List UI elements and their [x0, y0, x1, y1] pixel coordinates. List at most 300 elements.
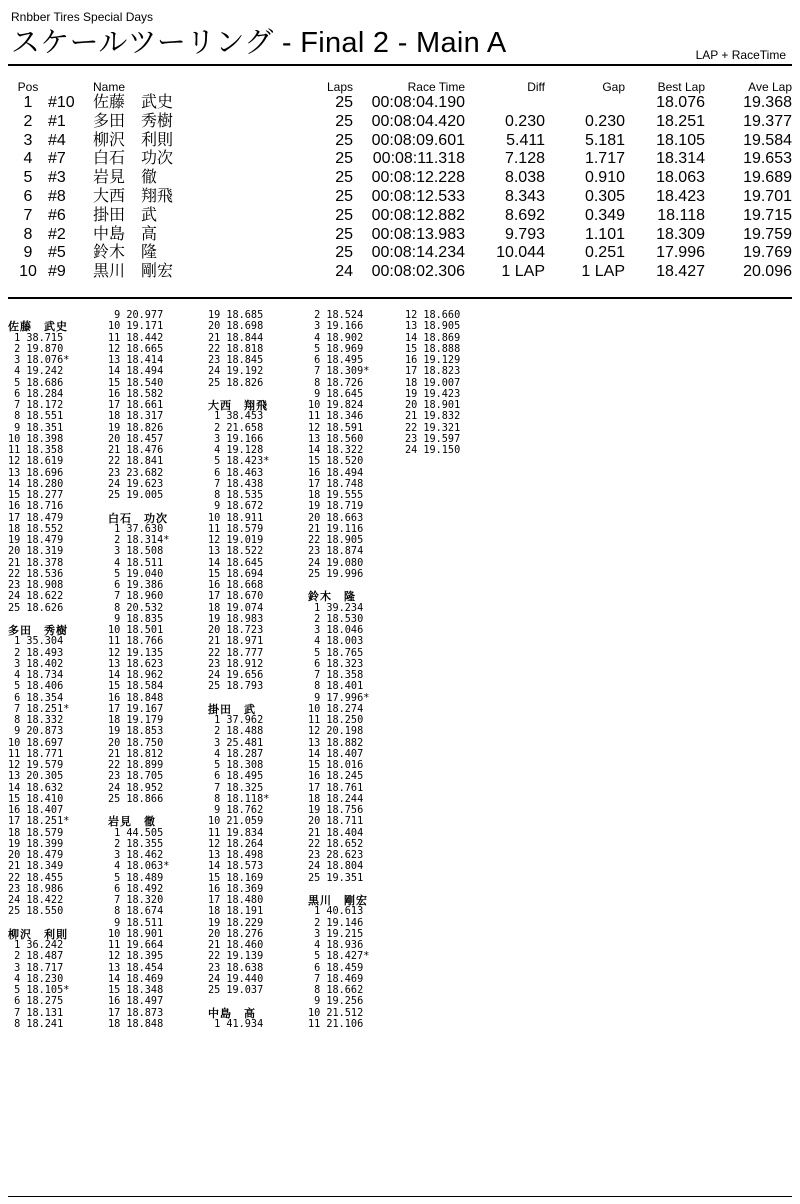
lap-time: 12 19.579 [8, 760, 64, 771]
result-best: 18.076 [656, 94, 705, 111]
lap-time: 17 18.823 [405, 366, 461, 378]
lap-time: 14 18.869 [405, 332, 461, 344]
lap-time: 12 18.395 [108, 951, 164, 963]
lap-time: 1 38.453 [208, 411, 264, 423]
result-car: #10 [48, 94, 75, 111]
lap-column [308, 310, 408, 1030]
lap-time: 1 38.715 [8, 332, 64, 344]
driver-name-heading: 岩見 徹 [108, 815, 156, 829]
lap-time: 15 18.277 [8, 490, 64, 501]
lap-time: 11 18.358 [8, 445, 64, 456]
result-ave: 19.584 [743, 131, 792, 149]
lap-time: 6 18.354 [8, 692, 64, 704]
lap-time: 20 18.479 [8, 850, 64, 861]
result-row [8, 188, 796, 207]
lap-time: 17 18.670 [208, 591, 264, 603]
result-diff: 10.044 [496, 244, 545, 262]
lap-time: 25 18.793 [208, 681, 264, 693]
result-best: 18.118 [657, 206, 705, 224]
driver-name-heading: 多田 秀樹 [8, 624, 68, 637]
lap-time: 20 18.711 [308, 816, 364, 828]
lap-time: 2 18.314* [108, 535, 170, 546]
lap-time: 10 21.512 [308, 1007, 364, 1019]
lap-time: 17 18.748 [308, 478, 364, 490]
lap-time: 15 18.016 [308, 760, 364, 771]
lap-time: 16 18.407 [8, 805, 64, 816]
lap-time: 4 18.287 [208, 748, 264, 760]
lap-time: 22 18.905 [308, 535, 364, 546]
lap-time: 21 18.460 [208, 940, 264, 951]
lap-time: 8 18.674 [108, 906, 164, 918]
lap-column [405, 310, 505, 456]
lap-time: 13 18.522 [208, 546, 264, 558]
lap-time: 25 18.550 [8, 906, 64, 918]
result-laps: 25 [335, 169, 353, 187]
lap-time: 3 19.166 [208, 433, 264, 445]
lap-time: 15 18.410 [8, 793, 64, 805]
lap-time: 8 18.401 [308, 681, 364, 693]
lap-time: 25 18.866 [108, 793, 164, 805]
lap-time: 8 18.662 [308, 985, 364, 996]
result-pos: 7 [23, 206, 33, 224]
lap-time: 4 18.734 [8, 670, 64, 681]
lap-time: 11 18.442 [108, 332, 164, 344]
lap-time: 18 19.074 [208, 602, 264, 614]
lap-time: 6 18.284 [8, 388, 64, 400]
result-laps: 24 [335, 263, 353, 281]
spacer [108, 501, 208, 512]
lap-time: 9 18.645 [308, 388, 364, 400]
result-gap: 0.910 [584, 169, 625, 187]
lap-time: 3 18.508 [108, 546, 164, 558]
result-car: #7 [48, 150, 66, 168]
lap-time: 8 18.118* [208, 793, 270, 805]
lap-time: 10 18.697 [8, 737, 64, 749]
lap-time: 1 36.242 [8, 940, 64, 951]
result-name: 白石 功次 [93, 150, 174, 168]
lap-time: 9 17.996* [308, 692, 370, 704]
result-row [8, 132, 796, 151]
lap-time: 22 18.455 [8, 872, 64, 884]
lap-time: 6 18.495 [308, 355, 364, 366]
result-row [8, 207, 796, 226]
lap-time: 3 25.481 [208, 737, 264, 749]
lap-time: 14 18.645 [208, 557, 264, 569]
result-gap: 1.101 [584, 225, 625, 243]
result-laps: 25 [335, 244, 353, 262]
result-name: 掛田 武 [93, 206, 158, 224]
lap-time: 2 19.146 [308, 917, 364, 929]
lap-time: 16 18.668 [208, 580, 264, 591]
lap-time: 21 18.349 [8, 861, 64, 873]
header-name: Name [93, 80, 126, 94]
lap-time: 17 18.661 [108, 400, 164, 411]
lap-time: 15 18.348 [108, 985, 164, 996]
lap-time: 14 18.962 [108, 670, 164, 681]
lap-time: 15 18.584 [108, 681, 164, 693]
result-ave: 19.377 [743, 112, 792, 130]
result-car: #8 [48, 187, 66, 205]
lap-time: 16 18.494 [308, 467, 364, 479]
lap-time: 21 19.832 [405, 411, 461, 423]
lap-time: 6 18.492 [108, 883, 164, 895]
result-diff: 9.793 [504, 225, 545, 243]
lap-time: 1 39.234 [308, 602, 364, 614]
lap-time: 13 18.905 [405, 321, 461, 333]
lap-time: 6 18.495 [208, 771, 264, 783]
lap-time: 7 18.251* [8, 703, 70, 715]
result-gap: 1.717 [584, 150, 625, 168]
result-race-time: 00:08:14.234 [371, 244, 465, 262]
lap-time: 1 37.630 [108, 523, 164, 535]
lap-time: 21 18.404 [308, 827, 364, 839]
driver-name-heading: 黒川 剛宏 [308, 894, 368, 907]
lap-time: 18 19.007 [405, 377, 461, 389]
footer-rule [8, 1196, 792, 1197]
lap-time: 6 18.275 [8, 996, 64, 1008]
lap-time: 3 18.402 [8, 658, 64, 670]
lap-time: 6 18.323 [308, 658, 364, 670]
lap-time: 17 18.480 [208, 895, 264, 906]
lap-time: 9 18.762 [208, 805, 264, 816]
lap-time: 16 18.497 [108, 996, 164, 1008]
lap-time: 2 18.530 [308, 613, 364, 625]
lap-time: 3 18.076* [8, 355, 70, 366]
lap-times-area [8, 310, 792, 1190]
lap-time: 10 18.501 [108, 625, 164, 636]
driver-name-heading: 白石 功次 [108, 511, 168, 525]
result-best: 18.309 [656, 225, 705, 243]
lap-time: 20 18.319 [8, 546, 64, 558]
lap-time: 9 18.511 [108, 917, 164, 929]
lap-time: 2 18.487 [8, 951, 64, 963]
result-laps: 25 [335, 206, 353, 224]
result-race-time: 00:08:04.420 [371, 112, 465, 130]
lap-time: 7 18.320 [108, 895, 164, 906]
result-row [8, 244, 796, 263]
lap-time: 5 18.308 [208, 760, 264, 771]
lap-time: 23 28.623 [308, 850, 364, 861]
lap-time: 14 18.469 [108, 973, 164, 985]
result-car: #3 [48, 169, 66, 187]
lap-time: 14 18.407 [308, 748, 364, 760]
lap-time: 21 18.812 [108, 748, 164, 760]
lap-time: 25 19.351 [308, 872, 364, 884]
lap-time: 1 44.505 [108, 827, 164, 839]
lap-time: 16 19.129 [405, 355, 461, 366]
result-pos: 8 [23, 225, 33, 243]
lap-time: 23 18.638 [208, 962, 264, 974]
result-row [8, 226, 796, 245]
lap-time: 8 18.726 [308, 377, 364, 389]
lap-time: 15 18.694 [208, 568, 264, 580]
header-best-lap: Best Lap [657, 80, 705, 94]
result-name: 岩見 徹 [93, 169, 158, 187]
lap-time: 4 18.902 [308, 332, 364, 344]
lap-time: 19 18.826 [108, 422, 164, 434]
lap-time: 1 35.304 [8, 636, 64, 648]
lap-time: 2 19.870 [8, 343, 64, 355]
lap-time: 11 18.250 [308, 715, 364, 726]
lap-time: 20 18.457 [108, 433, 164, 445]
lap-time: 11 18.579 [208, 523, 264, 535]
lap-time: 11 19.834 [208, 827, 264, 839]
lap-time: 3 18.046 [308, 625, 364, 636]
lap-time: 19 18.685 [208, 310, 264, 321]
lap-time: 22 18.777 [208, 647, 264, 659]
lap-time: 20 18.663 [308, 512, 364, 524]
lap-column [8, 310, 108, 1030]
lap-time: 21 19.116 [308, 523, 364, 535]
result-laps: 25 [335, 131, 353, 149]
lap-column [108, 310, 208, 1030]
lap-time: 21 18.844 [208, 332, 264, 344]
lap-time: 1 40.613 [308, 906, 364, 918]
lap-time: 17 19.167 [108, 703, 164, 715]
lap-time: 18 18.552 [8, 523, 64, 535]
header-laps: Laps [326, 80, 353, 94]
result-pos: 3 [23, 131, 33, 149]
result-ave: 19.701 [743, 187, 792, 205]
lap-time: 3 19.215 [308, 928, 364, 940]
result-row [8, 150, 796, 169]
result-name: 鈴木 隆 [93, 244, 158, 262]
result-car: #5 [48, 244, 66, 262]
lap-time: 5 18.765 [308, 647, 364, 659]
result-ave: 20.096 [743, 263, 792, 281]
result-best: 18.427 [656, 263, 705, 281]
result-diff [465, 94, 545, 113]
lap-time: 10 18.274 [308, 703, 364, 715]
lap-time: 16 18.245 [308, 771, 364, 783]
result-laps: 25 [335, 94, 353, 111]
lap-time: 3 18.462 [108, 850, 164, 861]
driver-name-heading: 柳沢 利則 [8, 927, 68, 941]
lap-time: 13 18.454 [108, 962, 164, 974]
lap-time: 7 18.131 [8, 1007, 64, 1019]
lap-time: 5 18.489 [108, 872, 164, 884]
lap-time: 18 18.579 [8, 827, 64, 839]
lap-time: 20 18.276 [208, 928, 264, 940]
result-diff: 0.230 [504, 112, 545, 130]
result-diff: 8.038 [504, 169, 545, 187]
driver-name-heading: 佐藤 武史 [8, 320, 68, 334]
lap-time: 24 19.623 [108, 478, 164, 490]
lap-time: 23 19.597 [405, 433, 461, 445]
lap-time: 10 21.059 [208, 816, 264, 828]
result-car: #1 [48, 112, 66, 130]
lap-time: 12 19.019 [208, 535, 264, 546]
lap-time: 10 19.171 [108, 321, 164, 333]
subtitle-right: LAP + RaceTime [695, 48, 786, 62]
lap-time: 2 21.658 [208, 422, 264, 434]
lap-time: 18 19.179 [108, 715, 164, 726]
result-car: #4 [48, 131, 66, 149]
lap-time: 8 18.551 [8, 411, 64, 423]
lap-time: 19 19.423 [405, 388, 461, 400]
lap-time: 7 18.469 [308, 973, 364, 985]
result-best: 18.251 [656, 112, 705, 130]
result-pos: 1 [23, 94, 33, 111]
lap-time: 10 19.824 [308, 400, 364, 411]
results-header-row [8, 80, 796, 94]
result-laps: 25 [335, 225, 353, 243]
lap-time: 14 18.632 [8, 782, 64, 794]
lap-time: 8 18.332 [8, 715, 64, 726]
lap-time: 7 18.438 [208, 478, 264, 490]
lap-time: 4 18.230 [8, 973, 64, 985]
result-gap: 0.251 [584, 244, 625, 262]
lap-time: 21 18.378 [8, 557, 64, 569]
driver-name-heading: 掛田 武 [208, 702, 256, 716]
lap-time: 12 18.660 [405, 310, 461, 321]
result-diff: 1 LAP [501, 263, 545, 281]
lap-time: 9 20.977 [108, 310, 164, 321]
result-car: #6 [48, 206, 66, 224]
result-ave: 19.769 [743, 244, 792, 262]
lap-time: 15 18.520 [308, 456, 364, 468]
lap-time: 5 18.969 [308, 343, 364, 355]
lap-time: 20 18.750 [108, 737, 164, 749]
lap-time: 14 18.322 [308, 445, 364, 456]
lap-time: 24 18.804 [308, 861, 364, 873]
lap-time: 19 18.719 [308, 501, 364, 513]
header-pos: Pos [17, 80, 39, 94]
result-race-time: 00:08:13.983 [371, 225, 465, 243]
lap-time: 5 19.040 [108, 568, 164, 580]
result-gap: 0.305 [584, 187, 625, 205]
lap-time: 12 20.198 [308, 726, 364, 738]
lap-time: 4 19.242 [8, 366, 64, 378]
result-diff: 8.692 [504, 206, 545, 224]
lap-time: 15 18.888 [405, 343, 461, 355]
result-pos: 2 [23, 112, 33, 130]
result-pos: 4 [23, 150, 33, 168]
lap-time: 14 18.494 [108, 366, 164, 378]
spacer [208, 996, 308, 1007]
lap-time: 24 18.622 [8, 591, 64, 603]
lap-time: 4 19.128 [208, 445, 264, 456]
result-race-time: 00:08:12.228 [371, 169, 465, 187]
result-gap [545, 94, 625, 113]
lap-time: 24 19.192 [208, 366, 264, 378]
organizer-label: Rnbber Tires Special Days [11, 10, 154, 24]
result-row [8, 113, 796, 132]
lap-time: 16 18.582 [108, 388, 164, 400]
lap-time: 6 18.459 [308, 962, 364, 974]
result-row [8, 263, 796, 282]
lap-time: 17 18.761 [308, 782, 364, 794]
header-gap: Gap [602, 80, 625, 94]
lap-time: 5 18.686 [8, 377, 64, 389]
lap-time: 8 20.532 [108, 602, 164, 614]
lap-time: 11 21.106 [308, 1018, 364, 1030]
result-ave: 19.715 [743, 206, 792, 224]
lap-time: 7 18.960 [108, 591, 164, 603]
lap-time: 5 18.423* [208, 456, 270, 468]
page-title: スケールツーリング - Final 2 - Main A [11, 27, 507, 59]
lap-time: 23 23.682 [108, 467, 164, 479]
lap-time: 11 19.664 [108, 940, 164, 951]
lap-time: 7 18.309* [308, 366, 370, 378]
lap-time: 12 18.619 [8, 456, 64, 468]
lap-time: 23 18.912 [208, 658, 264, 670]
lap-time: 2 18.524 [308, 310, 364, 321]
lap-time: 24 19.080 [308, 557, 364, 569]
driver-name-heading: 大西 翔飛 [208, 399, 268, 412]
result-race-time: 00:08:12.882 [371, 206, 465, 224]
lap-time: 14 18.573 [208, 861, 264, 873]
result-row [8, 169, 796, 188]
lap-time: 23 18.705 [108, 771, 164, 783]
lap-time: 22 18.536 [8, 568, 64, 580]
result-name: 黒川 剛宏 [93, 263, 174, 281]
lap-time: 23 18.908 [8, 580, 64, 591]
lap-time: 21 18.971 [208, 636, 264, 648]
result-ave: 19.759 [743, 225, 792, 243]
lap-time: 22 18.652 [308, 838, 364, 850]
lap-time: 14 18.280 [8, 478, 64, 490]
lap-time: 22 19.321 [405, 422, 461, 434]
driver-name-heading: 鈴木 隆 [308, 590, 356, 604]
lap-time: 22 18.899 [108, 760, 164, 771]
lap-time: 16 18.369 [208, 883, 264, 895]
lap-time: 4 18.063* [108, 861, 170, 873]
result-race-time: 00:08:04.190 [371, 94, 465, 111]
lap-time: 16 18.716 [8, 501, 64, 513]
lap-time: 6 18.463 [208, 467, 264, 479]
lap-time: 13 18.882 [308, 737, 364, 749]
result-ave: 19.368 [743, 94, 792, 111]
lap-time: 18 18.244 [308, 793, 364, 805]
lap-time: 1 41.934 [208, 1018, 264, 1030]
lap-time: 24 19.440 [208, 973, 264, 985]
result-pos: 10 [19, 263, 37, 281]
result-diff: 7.128 [504, 150, 545, 168]
lap-time: 13 18.696 [8, 467, 64, 479]
lap-time: 7 18.172 [8, 400, 64, 411]
lap-time: 23 18.986 [8, 883, 64, 895]
header-diff: Diff [527, 80, 545, 94]
result-name: 柳沢 利則 [93, 131, 174, 149]
lap-time: 4 18.003 [308, 636, 364, 648]
lap-time: 13 18.623 [108, 658, 164, 670]
lap-time: 12 18.264 [208, 838, 264, 850]
lap-time: 13 20.305 [8, 771, 64, 783]
result-race-time: 00:08:11.318 [372, 150, 465, 168]
lap-time: 5 18.406 [8, 681, 64, 693]
header-rule [8, 64, 792, 66]
lap-time: 9 20.873 [8, 726, 64, 738]
result-name: 多田 秀樹 [93, 112, 174, 130]
results-rule [8, 297, 792, 299]
lap-time: 2 18.488 [208, 726, 264, 738]
lap-time: 19 18.853 [108, 726, 164, 738]
lap-time: 9 18.835 [108, 613, 164, 625]
result-name: 中島 高 [93, 225, 158, 243]
lap-time: 24 18.422 [8, 895, 64, 906]
lap-time: 18 18.848 [108, 1018, 164, 1030]
lap-time: 17 18.251* [8, 816, 70, 828]
lap-time: 13 18.414 [108, 355, 164, 366]
lap-time: 23 18.845 [208, 355, 264, 366]
lap-column [208, 310, 308, 1030]
lap-time: 20 18.901 [405, 400, 461, 411]
result-best: 18.423 [656, 187, 705, 205]
result-ave: 19.653 [743, 150, 792, 168]
results-table [8, 80, 792, 282]
lap-time: 24 19.656 [208, 670, 264, 681]
